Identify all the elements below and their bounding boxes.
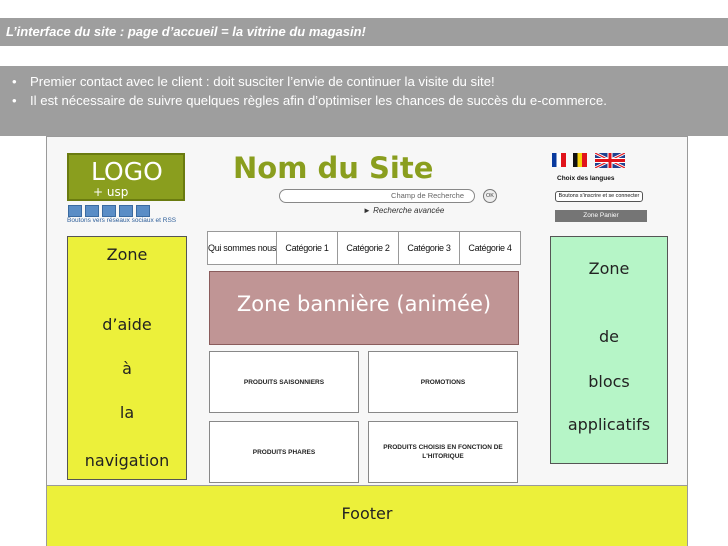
application-blocks-zone — [550, 236, 668, 464]
rss-button-icon[interactable] — [136, 205, 150, 217]
footer-zone — [47, 485, 687, 546]
animated-banner-zone[interactable] — [209, 271, 519, 345]
site-name: Nom du Site — [233, 151, 434, 185]
website-wireframe — [46, 136, 688, 546]
zone-label: la — [119, 403, 135, 422]
logo-text: LOGO — [91, 157, 163, 186]
slide-title: L’interface du site : page d’accueil = la vitrine du magasin! — [6, 24, 366, 39]
search-ok-button[interactable]: OK — [483, 189, 497, 203]
nav-item-about[interactable]: Qui sommes nous — [208, 232, 277, 264]
search-input[interactable]: Champ de Recherche — [279, 189, 475, 203]
bullet-item: • Il est nécessaire de suivre quelques règles afin d’optimiser les chances de succès du e-commerce. — [8, 91, 720, 110]
slide-title-bar — [0, 18, 728, 46]
social-button-icon[interactable] — [68, 205, 82, 217]
social-button-icon[interactable] — [119, 205, 133, 217]
logo-block[interactable] — [67, 153, 185, 201]
cart-zone[interactable]: Zone Panier — [555, 210, 647, 222]
zone-label: Zone — [106, 245, 148, 264]
zone-label: de — [599, 327, 619, 346]
flag-belgium-icon[interactable] — [573, 153, 587, 167]
banner-label: Zone bannière (animée) — [236, 292, 492, 316]
social-buttons-label: Boutons vers réseaux sociaux et RSS — [67, 217, 177, 224]
footer-label: Footer — [341, 504, 393, 523]
category-nav-bar — [207, 231, 521, 265]
flag-france-icon[interactable] — [552, 153, 566, 167]
product-block-featured[interactable]: PRODUITS PHARES — [209, 421, 359, 483]
zone-label: blocs — [588, 372, 630, 391]
advanced-search-link[interactable]: ► Recherche avancée — [363, 206, 445, 215]
zone-label: à — [122, 359, 132, 378]
signup-login-button[interactable]: Boutons s'inscrire et se connecter — [555, 191, 643, 202]
logo-usp-text: + usp — [93, 185, 129, 199]
product-block-promotions[interactable]: PROMOTIONS — [368, 351, 518, 413]
product-block-seasonal[interactable]: PRODUITS SAISONNIERS — [209, 351, 359, 413]
bullet-item: • Premier contact avec le client : doit susciter l’envie de continuer la visite du site! — [8, 72, 720, 91]
social-button-icon[interactable] — [102, 205, 116, 217]
zone-label: navigation — [84, 451, 170, 470]
bullet-list-box — [0, 66, 728, 136]
social-button-icon[interactable] — [85, 205, 99, 217]
nav-item-category-3[interactable]: Catégorie 3 — [399, 232, 460, 264]
zone-label: d’aide — [102, 315, 152, 334]
nav-item-category-1[interactable]: Catégorie 1 — [277, 232, 338, 264]
nav-item-category-2[interactable]: Catégorie 2 — [338, 232, 399, 264]
language-choice-label: Choix des langues — [557, 175, 615, 182]
nav-item-category-4[interactable]: Catégorie 4 — [468, 243, 512, 253]
flag-uk-icon[interactable] — [595, 153, 625, 168]
navigation-help-zone — [67, 236, 187, 480]
zone-label: applicatifs — [567, 415, 651, 434]
bullet-list — [0, 66, 728, 116]
product-block-history[interactable]: PRODUITS CHOISIS EN FONCTION DE L'HITORIQUE — [368, 421, 518, 483]
zone-label: Zone — [588, 259, 630, 278]
